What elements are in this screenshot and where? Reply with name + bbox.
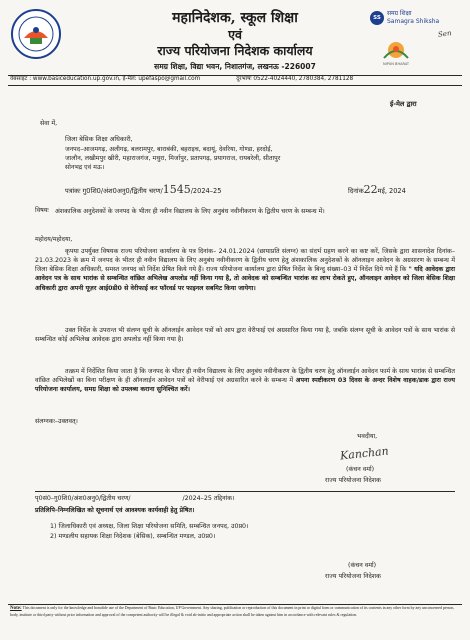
paragraph-1-quote: " यदि आवेदक द्वारा आवेदन पत्र के साथ भारांक से सम्बन्धित वांछित अभिलेख अपलोड नहीं किया गया है, तो आवेदक को सम्बन्धित भारांक का लाभ रोकते हुए, ऑनलाइन आवेदन को जिला बेसिक शिक्षा अधिकारी द्वारा अपनी यूज़र आई0डी0 से वेरीफाई कर फॉरवर्ड पर फाइनल सबमिट किया जायेगा। — [35, 266, 455, 292]
reference-suffix: /2024–25 — [190, 187, 222, 195]
header-title-line3: राज्य परियोजना निदेशक कार्यालय — [157, 43, 313, 58]
enclosure-note: संलग्नकः–उक्तवत्। — [35, 418, 78, 425]
copy-signer-name: (कंचन वर्मा) — [348, 562, 377, 569]
signer-name: (कंचन वर्मा) — [346, 466, 375, 473]
samagra-shiksha-logo — [370, 10, 440, 28]
signer-designation: राज्य परियोजना निदेशक — [325, 477, 381, 484]
header-rule-bottom — [8, 85, 462, 86]
copy-intro: प्रतिलिपि–निम्नलिखित को सूचनार्थ एवं आवश्यक कार्यवाही हेतु प्रेषित। — [35, 507, 195, 514]
copy-list-item: 2) मण्डलीय सहायक शिक्षा निदेशक (बेसिक), सम्बन्धित मण्डल, उ0प्र0। — [50, 532, 216, 540]
email-note: ई-मेल द्वारा — [390, 100, 417, 108]
recipient-districts-line1: जनपद–आजमगढ़, अलीगढ़, बलरामपुर, बाराबंकी, बहराइच, बदायूं, देवरिया, गोण्डा, हरदोई, — [65, 146, 273, 153]
reference-number: 1545 — [162, 183, 191, 196]
handwritten-note: Sen — [437, 29, 452, 39]
date-prefix: दिनांक — [348, 187, 364, 195]
footer-note-label: Note: — [10, 606, 22, 611]
footer-rule — [8, 604, 462, 605]
paragraph-1-text: कृपया उपर्युक्त विषयक राज्य परियोजना कार्यालय के पत्र दिनांक– 24.01.2024 (छायाप्रति संलग्न) का संदर्भ ग्रहण करने का कष्ट करें, जिसके द्वारा शासनादेश दिनांक– 21.03.2023 के क्रम में जनपद के भीतर ही नवीन विद्यालय के लिए अनुबंध नवीनीकरण के द्वितीय चरण हेतु अंशकालिक अनुदेशकों के ऑनलाइन आवेदन के अग्रसारण के सम्बन्ध में जिला बेसिक शिक्षा अधिकारी, समस्त जनपद को निर्देश प्रेषित किये गये हैं। राज्य परियोजना कार्यालय द्वारा प्रेषित निर्देश के बिन्दु संख्या–03 में निर्देश दिये गये हैं कि — [35, 248, 455, 274]
salutation: सेवा में, — [40, 120, 58, 127]
subject-text: अंशकालिक अनुदेशकों के जनपद के भीतर ही नवीन विद्यालय के लिए अनुबंध नवीनीकरण के द्वितीय चरण के सम्बन्ध में। — [55, 208, 325, 215]
copy-list-item: 1) जिलाधिकारी एवं अध्यक्ष, जिला शिक्षा परियोजना समिति, सम्बन्धित जनपद, उ0प्र0। — [50, 523, 249, 530]
header-title-line2: एवं — [228, 27, 242, 42]
samagra-logo-english: Samagra Shiksha — [387, 18, 440, 25]
header-contact-line: वेबसाइट : www.basiceducation.up.gov.in, ई-मेल: upefaspo@gmail.com दूरभाषः 0522-4024440, 2780384, 2781128 — [10, 76, 354, 82]
recipient-title: जिला बेसिक शिक्षा अधिकारी, — [65, 136, 133, 143]
footer-note — [10, 606, 460, 618]
recipient-districts-line2: जालौन, लखीमपुर खीरी, महाराजगंज, मथुरा, मिर्जापुर, प्रतापगढ़, प्रयागराज, रायबरेली, सीतापुर — [65, 155, 281, 162]
closing: भवदीया, — [357, 433, 378, 440]
section-divider — [35, 491, 455, 492]
paragraph-3-text: तत्क्रम में निर्देशित किया जाता है कि जनपद के भीतर ही नवीन विद्यालय के लिए अनुबंध नवीनीकरण के द्वितीय चरण हेतु ऑनलाईन आवेदन फार्म के साथ भारांक से सम्बन्धित वांछित अभिलेखों का बिना परीक्षण के ही ऑनलाईन आवेदन पत्रों को वेरीफाई एवं अग्रसारित करने के सम्बन्ध में — [35, 368, 455, 385]
subject-label: विषयः — [35, 207, 49, 214]
nipun-bharat-logo — [378, 40, 414, 68]
copy-ref-line: पृ0सं0–गु0शि0/अंश0अनु0/द्वितीय चरण/ /2024–25 तद्दिनांक। — [35, 495, 235, 502]
header-title-line1: महानिदेशक, स्कूल शिक्षा — [172, 10, 298, 26]
date-line — [348, 183, 406, 198]
recipient-districts-line3: सोनभद्र एवं मऊ। — [65, 164, 105, 171]
paragraph-2: उक्त निर्देश के उपरान्त भी संलग्न सूची के ऑनलाईन आवेदन पत्रों को आप द्वारा वेरीफाई एवं अग्रसारित किया गया है, जबकि संलग्न सूची के आवेदन पत्रों के साथ भारांक से सम्बन्धित कोई अभिलेख आवेदक द्वारा अपलोड नहीं किया गया है। — [35, 327, 455, 344]
copy-list — [50, 522, 248, 542]
paragraph-3-emphasis: अपना स्पष्टीकरण 03 दिवस के अन्दर विशेष वाहक/डाक द्वारा राज्य परियोजना कार्यालय, समग्र शिक्षा को उपलब्ध कराना सुनिश्चित करें। — [35, 377, 455, 394]
samagra-logo-hindi: समग्र शिक्षा — [387, 10, 412, 17]
reference-line — [65, 183, 221, 198]
footer-note-text: This document is only for the knowledge and bonafide use of the Department of Basic Education, UP Government. Any sharing, publication or reproduction of this document in print or digital form or communication of its contents in any other form by any unconcerned person, body, institute or third party without prior information and approval of the competent authority will be illegal & void ab-initio and appropriate action shall be taken against him in accordance with relevant rules & regulation. — [10, 606, 455, 617]
date-day: 22 — [363, 183, 378, 196]
greeting: महोदय/महोदया, — [35, 236, 73, 243]
copy-signer-designation: राज्य परियोजना निदेशक — [325, 573, 381, 580]
paragraph-3 — [35, 367, 455, 394]
signature: Kanchan — [339, 444, 390, 463]
date-suffix: मई, 2024 — [377, 187, 406, 195]
header-address: समग्र शिक्षा, विद्या भवन, निशातगंज, लखनऊ -226007 — [154, 62, 316, 71]
nipun-bharat-caption: NIPUN BHARAT — [382, 62, 410, 66]
reference-prefix: पत्रांकः गु0शि0/अंश0अनु0/द्वितीय चरण/ — [65, 187, 163, 195]
samagra-logo-mark: SS — [370, 11, 384, 25]
paragraph-1 — [35, 247, 455, 293]
nipun-bharat-icon — [378, 40, 414, 62]
